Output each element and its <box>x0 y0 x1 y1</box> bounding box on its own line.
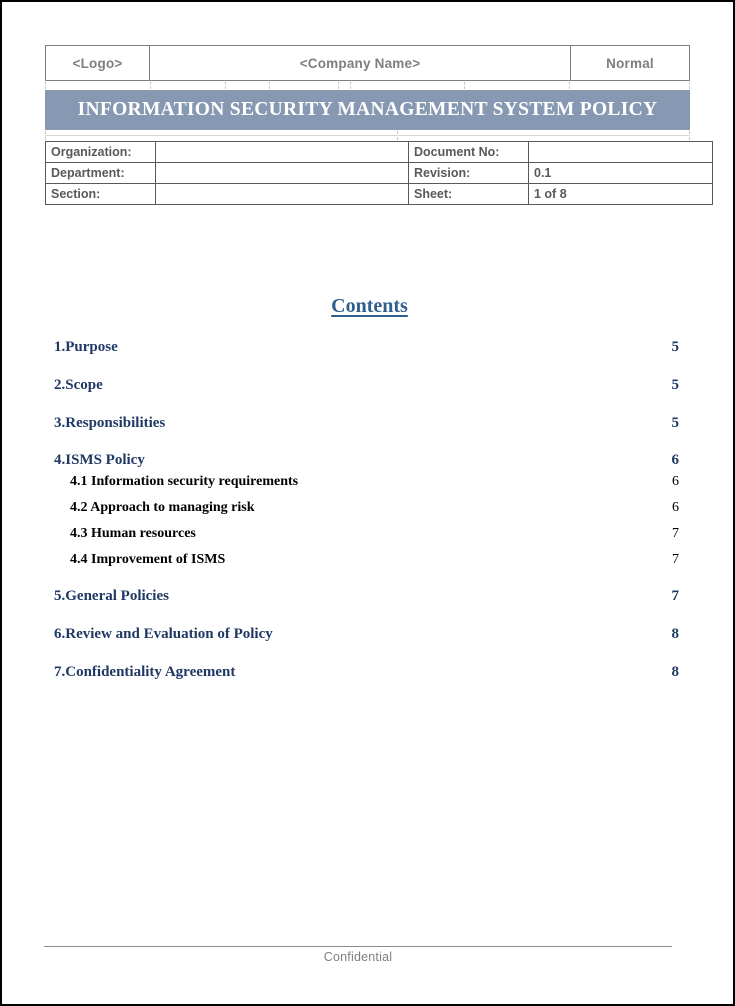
document-no-value <box>529 142 713 163</box>
table-gridline-strip-2 <box>45 131 690 140</box>
organization-value <box>156 142 409 163</box>
document-info-table <box>45 141 713 205</box>
sheet-value: 1 of 8 <box>529 184 713 205</box>
department-value <box>156 163 409 184</box>
toc-page-number: 7 <box>672 526 679 541</box>
toc-entry-approach-managing-risk: 4.2 Approach to managing risk 6 <box>70 500 679 515</box>
footer-confidential-label: Confidential <box>323 950 393 964</box>
toc-entry-human-resources: 4.3 Human resources 7 <box>70 526 679 541</box>
section-value <box>156 184 409 205</box>
department-label: Department: <box>46 163 156 184</box>
logo-placeholder: <Logo> <box>46 46 150 80</box>
company-name-placeholder: <Company Name> <box>150 46 571 80</box>
revision-value: 0.1 <box>529 163 713 184</box>
toc-page-number: 5 <box>671 339 679 355</box>
section-label: Section: <box>46 184 156 205</box>
title-banner <box>45 90 690 130</box>
classification-label: Normal <box>606 55 654 71</box>
header-table <box>45 45 690 81</box>
toc-entry-isms-policy: 4.ISMS Policy 6 <box>54 452 679 468</box>
toc-page-number: 5 <box>671 377 679 393</box>
toc-entry-purpose: 1.Purpose 5 <box>54 339 679 355</box>
document-no-label: Document No: <box>409 142 529 163</box>
toc-entry-scope: 2.Scope 5 <box>54 377 679 393</box>
toc-page-number: 8 <box>671 664 679 680</box>
toc-entry-info-security-requirements: 4.1 Information security requirements 6 <box>70 474 679 489</box>
table-gridline-strip <box>45 82 690 89</box>
document-title: INFORMATION SECURITY MANAGEMENT SYSTEM POLICY <box>77 99 658 120</box>
footer-divider <box>44 946 672 947</box>
table-row <box>46 184 713 205</box>
toc-page-number: 6 <box>672 500 679 515</box>
toc-page-number: 7 <box>671 588 679 604</box>
toc-page-number: 8 <box>671 626 679 642</box>
toc-page-number: 5 <box>671 415 679 431</box>
toc-entry-improvement-isms: 4.4 Improvement of ISMS 7 <box>70 552 679 567</box>
toc-entry-review-evaluation: 6.Review and Evaluation of Policy 8 <box>54 626 679 642</box>
contents-heading: Contents <box>331 295 408 317</box>
sheet-label: Sheet: <box>409 184 529 205</box>
toc-page-number: 6 <box>671 452 679 468</box>
toc-entry-responsibilities: 3.Responsibilities 5 <box>54 415 679 431</box>
revision-label: Revision: <box>409 163 529 184</box>
table-row <box>46 163 713 184</box>
organization-label: Organization: <box>46 142 156 163</box>
table-row <box>46 142 713 163</box>
toc-entry-general-policies: 5.General Policies 7 <box>54 588 679 604</box>
toc-page-number: 6 <box>672 474 679 489</box>
toc-entry-confidentiality-agreement: 7.Confidentiality Agreement 8 <box>54 664 679 680</box>
toc-page-number: 7 <box>672 552 679 567</box>
